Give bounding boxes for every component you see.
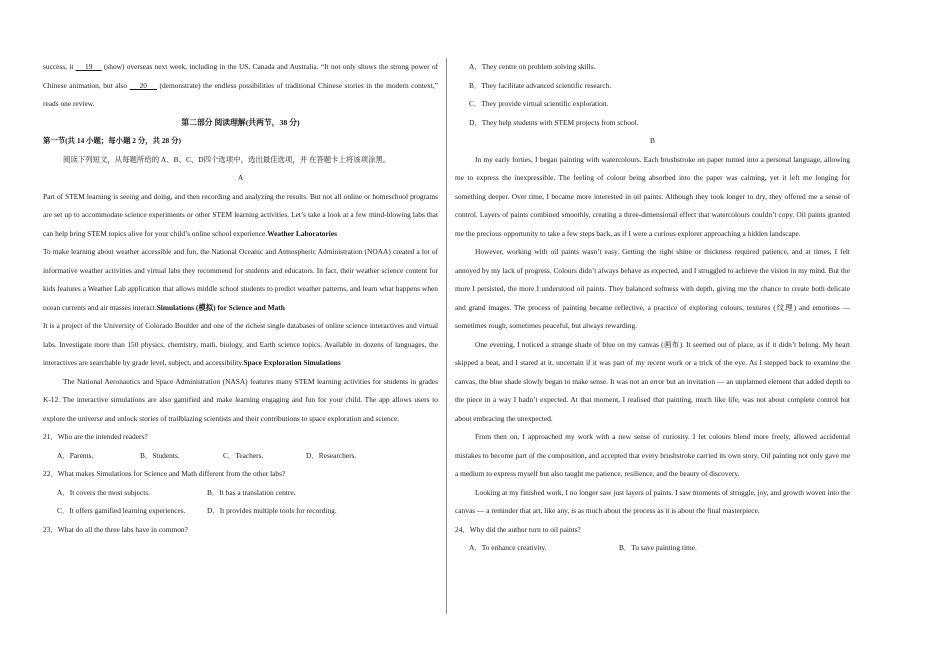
question-21: 21．Who are the intended readers? <box>43 432 148 441</box>
passage-a-paragraph-4: The National Aeronautics and Space Administration (NASA) features many STEM learning activities for students in grades K-12. The interactive simulations are also gamified and make learning engaging and fun for your child. The app allows users to explore the universe and unlock stories of trailblazing scientists and their contributions to space exploration and science. <box>43 376 438 423</box>
intro-text-2: (show) overseas next week, including in the US, Canada and Australia. “It not only shows the strong power of Chinese animation, but also <box>43 62 439 90</box>
left-column <box>43 58 438 620</box>
passage-a-text-1: Part of STEM learning is seeing and doing, and then recording and analyzing the results. But not all online or homeschool programs are set up to accommodate science experiments or other STEM learning activities. Let’s take a look at a few mind-blowing labs that can help bring STEM topics alive for your child’s online school experience. <box>43 191 438 238</box>
passage-a-paragraph-2 <box>43 243 438 317</box>
passage-a-paragraph-1 <box>43 188 438 244</box>
q21-option-b: B．Students. <box>140 450 180 460</box>
passage-b-letter: B <box>650 136 655 145</box>
simulations-heading: Simulations (模拟) for Science and Math <box>156 302 285 312</box>
question-21-options <box>43 447 438 466</box>
passage-b-paragraph-1: In my early forties, I began painting with watercolours. Each brushstroke on paper turned into a personal language, allowing me to express the inexpressible. The feeling of colour being absorbed into the paper was calming, yet it left me longing for something deeper. Over time, I became more interested in oil paints. Although they took longer to dry, they offered me a sense of control. Layers of paints combined smoothly, creating a three-dimensional effect that watercolours couldn’t copy. Oil paints granted me the precious opportunity to take a few steps back, as if I were a curious explorer approaching a hidden landscape. <box>455 154 850 238</box>
q22-option-b: B．It has a translation centre. <box>207 487 296 497</box>
q21-option-c: C．Teachers. <box>223 450 264 460</box>
section-heading: 第一节(共 14 小题；每小题 2 分，共 28 分) <box>43 136 181 145</box>
question-24-options <box>455 539 850 558</box>
passage-a-paragraph-3 <box>43 317 438 373</box>
passage-a-letter: A <box>237 173 244 182</box>
passage-b-paragraph-4: From then on, I approached my work with a new sense of curiosity. I let colours blend more freely, allowed accidental mistakes to become part of the composition, and accepted that every brushstroke carried its own story. Oil painting not only gave me a medium to express myself but also taught me patience, resilience, and the beauty of discovery. <box>455 432 850 478</box>
question-22: 22．What makes Simulations for Science and Math different from the other labs? <box>43 469 286 478</box>
instructions: 阅读下列短文，从每题所给的 A、B、C、D四个选项中，选出最佳选项，并 在答题卡上将该项涂黑。 <box>63 154 391 164</box>
q23-option-c: C．They provide virtual scientific exploration. <box>469 99 609 108</box>
passage-a-text-2: To make learning about weather accessible and fun, the National Oceanic and Atmospheric Administration (NOAA) created a lot of informative weather activities and virtual labs they recommend for students and educators. In fact, their weather science content for kids features a Weather Lab application that allows middle school students to predict weather patterns, and learn what happens when ocean currents and air masses interact. <box>43 247 438 312</box>
right-column <box>455 58 850 620</box>
q21-option-a: A．Parents. <box>57 450 94 460</box>
q22-option-c: C．It offers gamified learning experiences. <box>57 506 186 515</box>
weather-lab-heading: Weather Laboratories <box>267 228 337 238</box>
blank-19-number: 19 <box>85 62 93 71</box>
column-divider <box>446 58 447 614</box>
q22-option-a: A．It covers the most subjects. <box>57 487 150 497</box>
q24-option-b: B．To save painting time. <box>619 543 697 552</box>
blank-19 <box>76 62 102 71</box>
blank-20-number: 20 <box>139 80 147 90</box>
question-22-options-row-2 <box>43 502 438 521</box>
q23-option-b: B．They facilitate advanced scientific research. <box>469 80 612 90</box>
intro-text-3: (demonstrate) the endless possibilities of traditional Chinese stories in the modern context,” reads one review. <box>43 80 439 108</box>
q23-option-d: D．They help students with STEM projects from school. <box>469 117 639 127</box>
part-title: 第二部分 阅读理解(共两节，38 分) <box>181 117 300 127</box>
question-22-options-row-1 <box>43 484 438 503</box>
intro-text-1: success, it <box>43 62 76 71</box>
question-24: 24．Why did the author turn to oil paints? <box>455 524 581 534</box>
passage-b-paragraph-2: However, working with oil paints wasn’t easy. Getting the right shine or thickness required patience, and at times, I felt annoyed by my lack of progress. Colours didn’t always behave as expected, and I struggled to achieve the vision in my mind. But the more I persisted, the more I understood oil paints. They balanced softness with depth, giving me the chance to create both delicate and grand images. The process of painting became reflective, a practice of exploring colours, textures (纹理) and emotions — sometimes rough, sometimes peaceful, but always rewarding. <box>455 247 850 330</box>
question-23: 23．What do all the three labs have in common? <box>43 524 188 534</box>
q24-option-a: A．To enhance creativity. <box>469 543 547 552</box>
intro-paragraph <box>43 58 438 114</box>
q22-option-d: D．It provides multiple tools for recording. <box>207 506 337 515</box>
passage-a-text-3: It is a project of the University of Colorado Boulder and one of the richest single databases of online science interactives and virtual labs. Investigate more than 150 physics, chemistry, math, biology, and Earth science topics. Available in dozens of languages, the interactives are searchable by grade level, subject, and accessibility. <box>43 321 438 367</box>
passage-b-paragraph-3: One evening, I noticed a strange shade of blue on my canvas (画布). It seemed out of place, as if it didn’t belong. My heart skipped a beat, and I stared at it, uncertain if it was part of my recent work or a trick of the eye. As I stepped back to examine the canvas, the blue shade slowly began to make sense. It was not an error but an invitation — an unplanned element that added depth to the piece in a way I hadn’t expected. At that moment, I realised that painting, much like life, was not about complete control but about embracing the unexpected. <box>455 339 850 423</box>
space-exploration-heading: Space Exploration Simulations <box>243 358 341 367</box>
q23-option-a: A．They centre on problem solving skills. <box>469 62 596 71</box>
blank-20 <box>130 81 157 90</box>
q21-option-d: D．Researchers. <box>306 450 357 460</box>
passage-b-paragraph-5: Looking at my finished work, I no longer saw just layers of paints. I saw moments of struggle, joy, and growth woven into the canvas — a reminder that art, like any, is as much about the process as it is about the final masterpiece. <box>455 487 850 515</box>
